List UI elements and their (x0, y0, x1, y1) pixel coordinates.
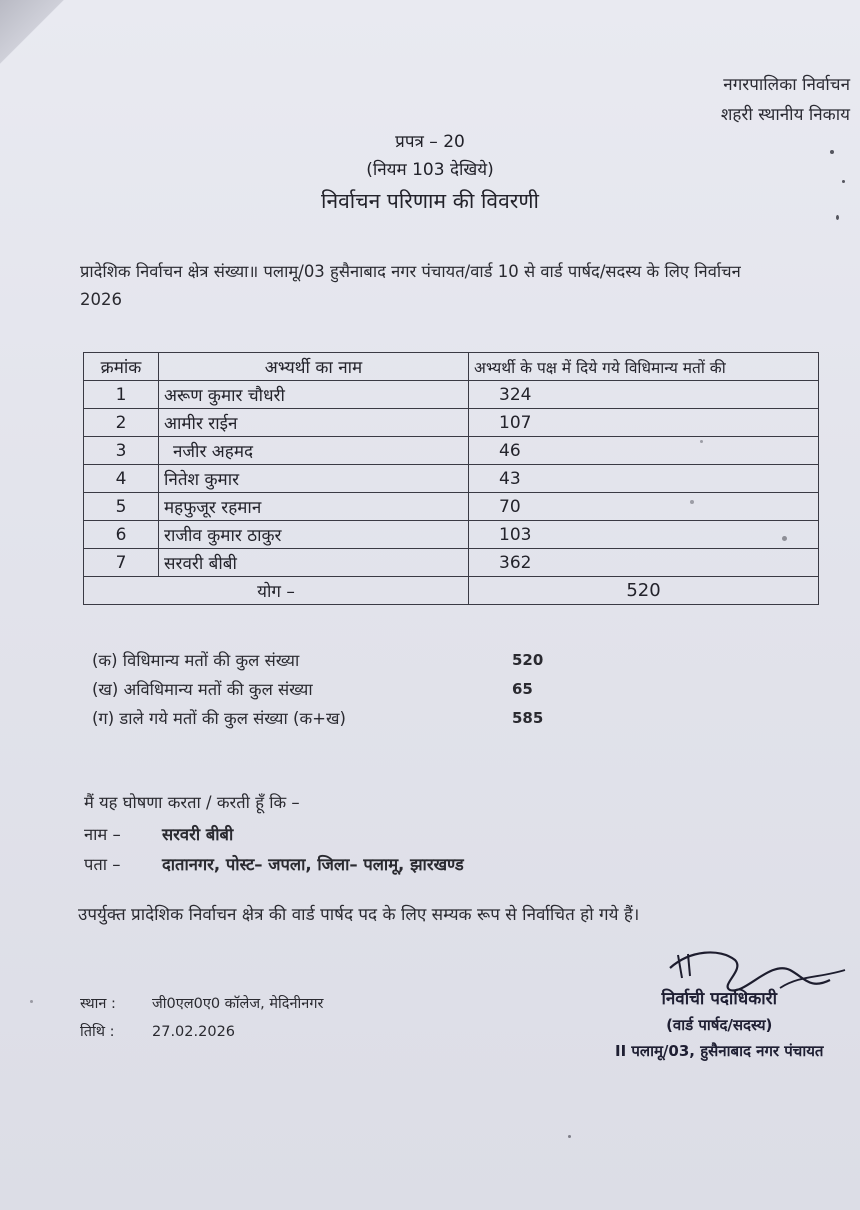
name-label: नाम – (84, 825, 121, 844)
result-statement: उपर्युक्त प्रादेशिक निर्वाचन क्षेत्र की वार्ड पार्षद पद के लिए सम्यक रूप से निर्वाचित हो गये हैं। (78, 905, 640, 925)
date-line (80, 1018, 323, 1046)
table-row (84, 381, 819, 409)
authority-header (721, 70, 850, 130)
row-serial: 4 (84, 465, 159, 493)
vote-summary-values (512, 646, 543, 733)
signature (660, 940, 860, 1030)
row-name: नजीर अहमद (159, 437, 469, 465)
row-votes: 103 (469, 521, 819, 549)
header-line-1: नगरपालिका निर्वाचन (723, 75, 850, 95)
declaration (84, 788, 464, 880)
row-name: आमीर राईन (159, 409, 469, 437)
total-label: योग – (84, 577, 469, 605)
winner-address-line (84, 850, 464, 880)
table-row (84, 549, 819, 577)
row-votes: 324 (469, 381, 819, 409)
folded-corner (0, 0, 70, 70)
date-label: तिथि : (80, 1024, 115, 1040)
row-serial: 7 (84, 549, 159, 577)
stamp-line-1: निर्वाची पदाधिकारी (661, 989, 778, 1009)
row-serial: 3 (84, 437, 159, 465)
table-row (84, 493, 819, 521)
summary-valid-label: (क) विधिमान्य मतों की कुल संख्या (92, 651, 300, 670)
winner-name: सरवरी बीबी (162, 825, 234, 844)
row-name: अरूण कुमार चौधरी (159, 381, 469, 409)
stamp-line-3: II पलामू/03, हुसैनाबाद नगर पंचायत (615, 1042, 824, 1060)
row-votes: 70 (469, 493, 819, 521)
table-header-row (84, 353, 819, 381)
winner-name-line (84, 820, 464, 850)
ink-speck (30, 1000, 33, 1003)
form-number: प्रपत्र – 20 (395, 132, 465, 152)
row-name: राजीव कुमार ठाकुर (159, 521, 469, 549)
table-row (84, 465, 819, 493)
summary-valid-value: 520 (512, 651, 544, 669)
row-votes: 43 (469, 465, 819, 493)
form-rule: (नियम 103 देखिये) (366, 160, 494, 180)
table-total-row (84, 577, 819, 605)
declaration-intro: मैं यह घोषणा करता / करती हूँ कि – (84, 793, 300, 812)
vote-summary (92, 646, 346, 733)
ink-speck (568, 1135, 571, 1138)
table-row (84, 409, 819, 437)
row-serial: 1 (84, 381, 159, 409)
row-votes: 362 (469, 549, 819, 577)
place-date (80, 990, 323, 1046)
row-serial: 5 (84, 493, 159, 521)
summary-invalid-value: 65 (512, 680, 533, 698)
header-line-2: शहरी स्थानीय निकाय (720, 105, 850, 125)
row-serial: 6 (84, 521, 159, 549)
stamp-line-2: (वार्ड पार्षद/सदस्य) (666, 1016, 773, 1034)
summary-cast-value: 585 (512, 709, 544, 727)
row-name: महफुजूर रहमान (159, 493, 469, 521)
form-heading (0, 128, 860, 218)
row-votes: 107 (469, 409, 819, 437)
winner-address: दातानगर, पोस्ट– जपला, जिला– पलामू, झारखण्ड (162, 855, 464, 874)
header-serial: क्रमांक (84, 353, 159, 381)
results-table (83, 352, 819, 605)
form-title: निर्वाचन परिणाम की विवरणी (321, 189, 539, 213)
summary-cast-label: (ग) डाले गये मतों की कुल संख्या (क+ख) (92, 709, 346, 728)
header-votes: अभ्यर्थी के पक्ष में दिये गये विधिमान्य मतों की (469, 353, 819, 381)
address-label: पता – (84, 855, 121, 874)
row-name: सरवरी बीबी (159, 549, 469, 577)
row-votes: 46 (469, 437, 819, 465)
summary-invalid-label: (ख) अविधिमान्य मतों की कुल संख्या (92, 680, 313, 699)
constituency-intro: प्रादेशिक निर्वाचन क्षेत्र संख्या॥ पलामू/03 हुसैनाबाद नगर पंचायत/वार्ड 10 से वार्ड पार्षद/सदस्य के लिए निर्वाचन 2026 (80, 262, 741, 309)
header-name: अभ्यर्थी का नाम (159, 353, 469, 381)
date-value: 27.02.2026 (152, 1024, 236, 1040)
row-name: नितेश कुमार (159, 465, 469, 493)
place-line (80, 990, 323, 1018)
total-value: 520 (469, 577, 819, 605)
place-label: स्थान : (80, 996, 116, 1012)
place-value: जी0एल0ए0 कॉलेज, मेदिनीनगर (152, 996, 324, 1012)
table-row (84, 521, 819, 549)
row-serial: 2 (84, 409, 159, 437)
table-row (84, 437, 819, 465)
